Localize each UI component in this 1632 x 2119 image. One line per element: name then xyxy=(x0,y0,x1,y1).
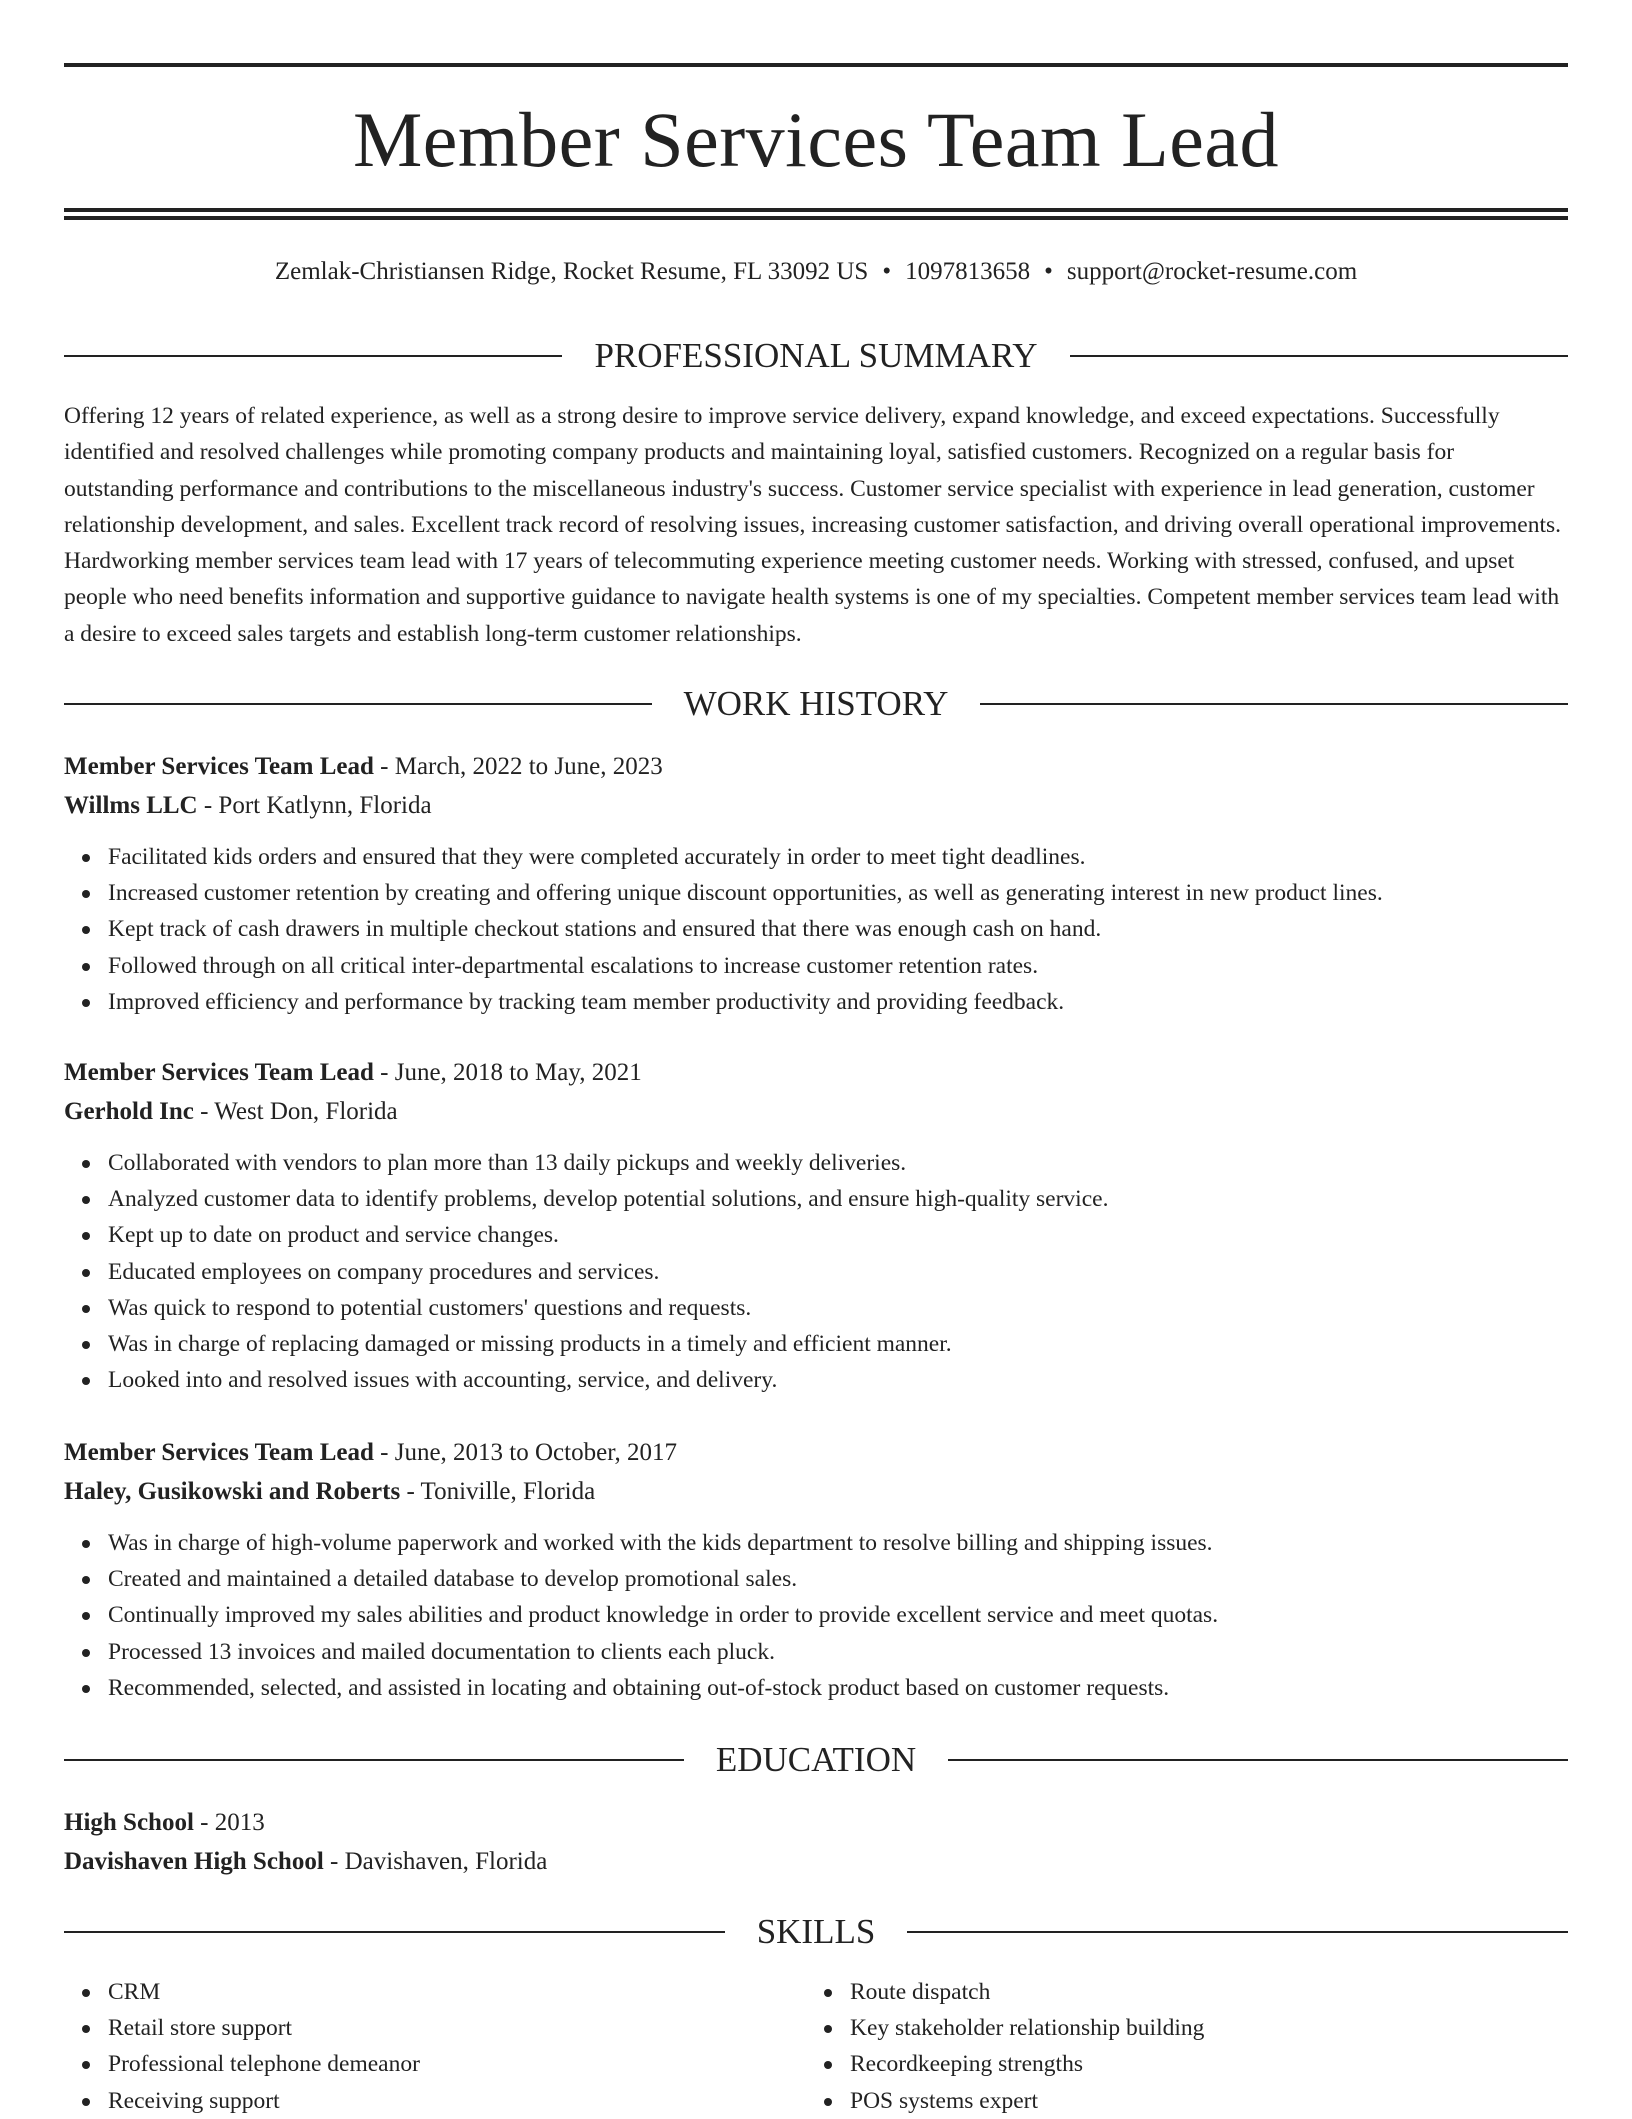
list-item: Kept track of cash drawers in multiple checkout stations and ensured that there was enough cash on hand. xyxy=(108,911,1568,947)
section-rule-left xyxy=(64,1759,684,1761)
job-entry-1 xyxy=(64,748,1568,1020)
list-item: Recommended, selected, and assisted in locating and obtaining out-of-stock product based on customer requests. xyxy=(108,1670,1568,1706)
education-degree: High School xyxy=(64,1809,194,1836)
job-title: Member Services Team Lead xyxy=(64,1059,374,1086)
section-rule-left xyxy=(64,703,652,705)
section-rule-right xyxy=(1070,355,1568,357)
list-item: Educated employees on company procedures and services. xyxy=(108,1254,1568,1290)
job-title-line xyxy=(64,1434,1568,1473)
section-rule-right xyxy=(907,1931,1568,1933)
top-rule xyxy=(64,63,1568,67)
job-location: - Port Katlynn, Florida xyxy=(197,791,432,819)
job-entry-2 xyxy=(64,1054,1568,1398)
list-item: Improved efficiency and performance by tracking team member productivity and providing feedback. xyxy=(108,984,1568,1020)
skill-item: CRM xyxy=(108,1974,806,2010)
skills-bullets-left xyxy=(64,1974,806,2119)
education-degree-line xyxy=(64,1804,1568,1843)
list-item: Was quick to respond to potential customers' questions and requests. xyxy=(108,1290,1568,1326)
summary-paragraph: Offering 12 years of related experience, as well as a strong desire to improve service delivery, expand knowledge, and exceed expectations. Successfully identified and resolved challenges while promoting company products and maintaining loyal, satisfied customers. Recognized on a regular basis for outstanding performance and contributions to the miscellaneous industry's success. Customer service specialist with experience in lead generation, customer relationship development, and sales. Excellent track record of resolving issues, increasing customer satisfaction, and driving overall operational improvements. Hardworking member services team lead with 17 years of telecommuting experience meeting customer needs. Working with stressed, confused, and upset people who need benefits information and supportive guidance to navigate health systems is one of my specialties. Competent member services team lead with a desire to exceed sales targets and establish long-term customer relationships. xyxy=(64,403,1562,647)
section-title-work: WORK HISTORY xyxy=(683,684,949,723)
job-bullets xyxy=(64,1145,1568,1398)
section-rule-left xyxy=(64,355,562,357)
section-rule-right xyxy=(948,1759,1568,1761)
education-school: Davishaven High School xyxy=(64,1847,324,1875)
contact-email: support@rocket-resume.com xyxy=(1066,258,1358,285)
section-rule-left xyxy=(64,1931,725,1933)
education-location: - Davishaven, Florida xyxy=(323,1847,548,1875)
skill-item: Key stakeholder relationship building xyxy=(850,2010,1548,2046)
candidate-name: Member Services Team Lead xyxy=(352,96,1280,183)
list-item: Kept up to date on product and service changes. xyxy=(108,1217,1568,1253)
contact-separator: • xyxy=(1044,258,1053,285)
contact-separator: • xyxy=(882,258,892,285)
list-item: Looked into and resolved issues with accounting, service, and delivery. xyxy=(108,1362,1568,1398)
section-title-summary: PROFESSIONAL SUMMARY xyxy=(594,336,1038,375)
job-company: Gerhold Inc xyxy=(64,1097,194,1125)
job-company-line xyxy=(64,787,1568,826)
job-bullets xyxy=(64,1525,1568,1706)
section-rule-right xyxy=(980,703,1568,705)
list-item: Increased customer retention by creating and offering unique discount opportunities, as well as generating interest in new product lines. xyxy=(108,875,1568,911)
contact-address: Zemlak-Christiansen Ridge, Rocket Resume, FL 33092 US xyxy=(274,258,869,285)
skills-bullets-right xyxy=(806,1974,1548,2119)
job-company-line xyxy=(64,1473,1568,1512)
list-item: Collaborated with vendors to plan more than 13 daily pickups and weekly deliveries. xyxy=(108,1145,1568,1181)
list-item: Processed 13 invoices and mailed documentation to clients each pluck. xyxy=(108,1634,1568,1670)
list-item: Was in charge of high-volume paperwork and worked with the kids department to resolve billing and shipping issues. xyxy=(108,1525,1568,1561)
job-bullets xyxy=(64,839,1568,1020)
education-school-line xyxy=(64,1843,1568,1882)
list-item: Was in charge of replacing damaged or missing products in a timely and efficient manner. xyxy=(108,1326,1568,1362)
job-dates: - June, 2018 to May, 2021 xyxy=(373,1059,642,1086)
job-location: - Toniville, Florida xyxy=(400,1477,596,1505)
list-item: Facilitated kids orders and ensured that they were completed accurately in order to meet tight deadlines. xyxy=(108,839,1568,875)
section-header-skills xyxy=(64,1910,1568,1954)
skill-item: Recordkeeping strengths xyxy=(850,2046,1548,2082)
job-dates: - June, 2013 to October, 2017 xyxy=(373,1439,678,1466)
contact-line xyxy=(64,254,1568,290)
skill-item: Retail store support xyxy=(108,2010,806,2046)
contact-phone: 1097813658 xyxy=(905,258,1031,285)
list-item: Continually improved my sales abilities and product knowledge in order to provide excellent service and meet quotas. xyxy=(108,1597,1568,1633)
job-company: Haley, Gusikowski and Roberts xyxy=(64,1477,401,1505)
list-item: Analyzed customer data to identify problems, develop potential solutions, and ensure high-quality service. xyxy=(108,1181,1568,1217)
list-item: Followed through on all critical inter-departmental escalations to increase customer retention rates. xyxy=(108,948,1568,984)
job-dates: - March, 2022 to June, 2023 xyxy=(373,753,663,780)
section-title-skills: SKILLS xyxy=(756,1912,876,1951)
education-year: - 2013 xyxy=(193,1809,265,1836)
job-title: Member Services Team Lead xyxy=(64,753,374,780)
job-title-line xyxy=(64,1054,1568,1093)
section-header-work xyxy=(64,682,1568,726)
education-entry xyxy=(64,1804,1568,1881)
skills-list xyxy=(64,1974,1568,2119)
job-entry-3 xyxy=(64,1434,1568,1706)
job-title-line xyxy=(64,748,1568,787)
skill-item: POS systems expert xyxy=(850,2083,1548,2119)
job-title: Member Services Team Lead xyxy=(64,1439,374,1466)
section-header-summary xyxy=(64,334,1568,378)
skill-item: Receiving support xyxy=(108,2083,806,2119)
job-company: Willms LLC xyxy=(64,791,198,819)
section-header-education xyxy=(64,1738,1568,1782)
skills-column-left xyxy=(64,1974,806,2119)
skills-column-right xyxy=(806,1974,1548,2119)
skill-item: Route dispatch xyxy=(850,1974,1548,2010)
skill-item: Professional telephone demeanor xyxy=(108,2046,806,2082)
list-item: Created and maintained a detailed database to develop promotional sales. xyxy=(108,1561,1568,1597)
double-rule xyxy=(64,208,1568,220)
job-company-line xyxy=(64,1093,1568,1132)
section-title-education: EDUCATION xyxy=(715,1740,917,1779)
job-location: - West Don, Florida xyxy=(193,1097,398,1125)
